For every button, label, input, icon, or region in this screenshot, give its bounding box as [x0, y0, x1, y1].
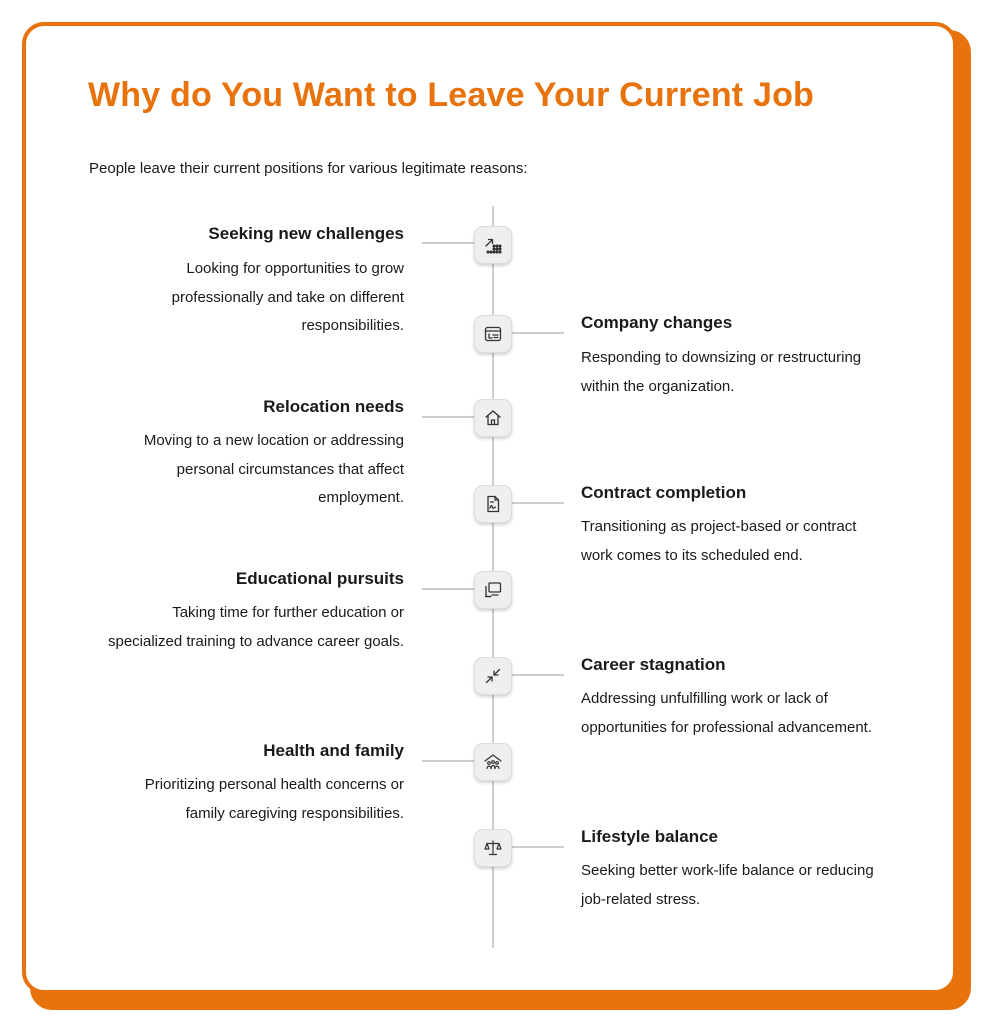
reason-description: Responding to downsizing or restructuring within the organization. [581, 349, 862, 395]
reason-description: Prioritizing personal health concerns or family caregiving responsibilities. [144, 776, 404, 822]
connector-line [512, 674, 564, 676]
home-icon [474, 399, 512, 437]
computer-learning-icon [474, 571, 512, 609]
reason-description: Looking for opportunities to grow professionally and take on different responsibilities. [171, 260, 404, 334]
connector-line [422, 588, 476, 590]
connector-line [422, 242, 476, 244]
family-house-icon [474, 743, 512, 781]
organization-card-icon [474, 315, 512, 353]
page-title: Why do You Want to Leave Your Current Job [88, 76, 815, 114]
reason-description: Transitioning as project-based or contract work comes to its scheduled end. [581, 518, 857, 564]
reason-heading: Company changes [581, 313, 733, 332]
reason-description: Taking time for further education or specialized training to advance career goals. [107, 604, 404, 650]
connector-line [422, 416, 476, 418]
reason-heading: Lifestyle balance [581, 827, 719, 846]
intro-text: People leave their current positions for various legitimate reasons: [89, 160, 528, 177]
reason-description: Addressing unfulfilling work or lack of opportunities for professional advancement. [581, 690, 873, 736]
balance-scale-icon [474, 829, 512, 867]
reason-heading: Health and family [263, 741, 404, 760]
growth-chart-icon [474, 226, 512, 264]
connector-line [512, 332, 564, 334]
arrows-inward-icon [474, 657, 512, 695]
reason-heading: Seeking new challenges [208, 224, 404, 243]
reason-heading: Relocation needs [263, 397, 404, 416]
contract-document-icon [474, 485, 512, 523]
connector-line [512, 846, 564, 848]
connector-line [512, 502, 564, 504]
connector-line [422, 760, 476, 762]
reason-heading: Educational pursuits [235, 569, 404, 588]
reason-heading: Contract completion [581, 483, 747, 502]
reason-description: Moving to a new location or addressing personal circumstances that affect employment. [143, 432, 404, 506]
reason-description: Seeking better work-life balance or reducing job-related stress. [581, 862, 874, 908]
reason-heading: Career stagnation [581, 655, 726, 674]
